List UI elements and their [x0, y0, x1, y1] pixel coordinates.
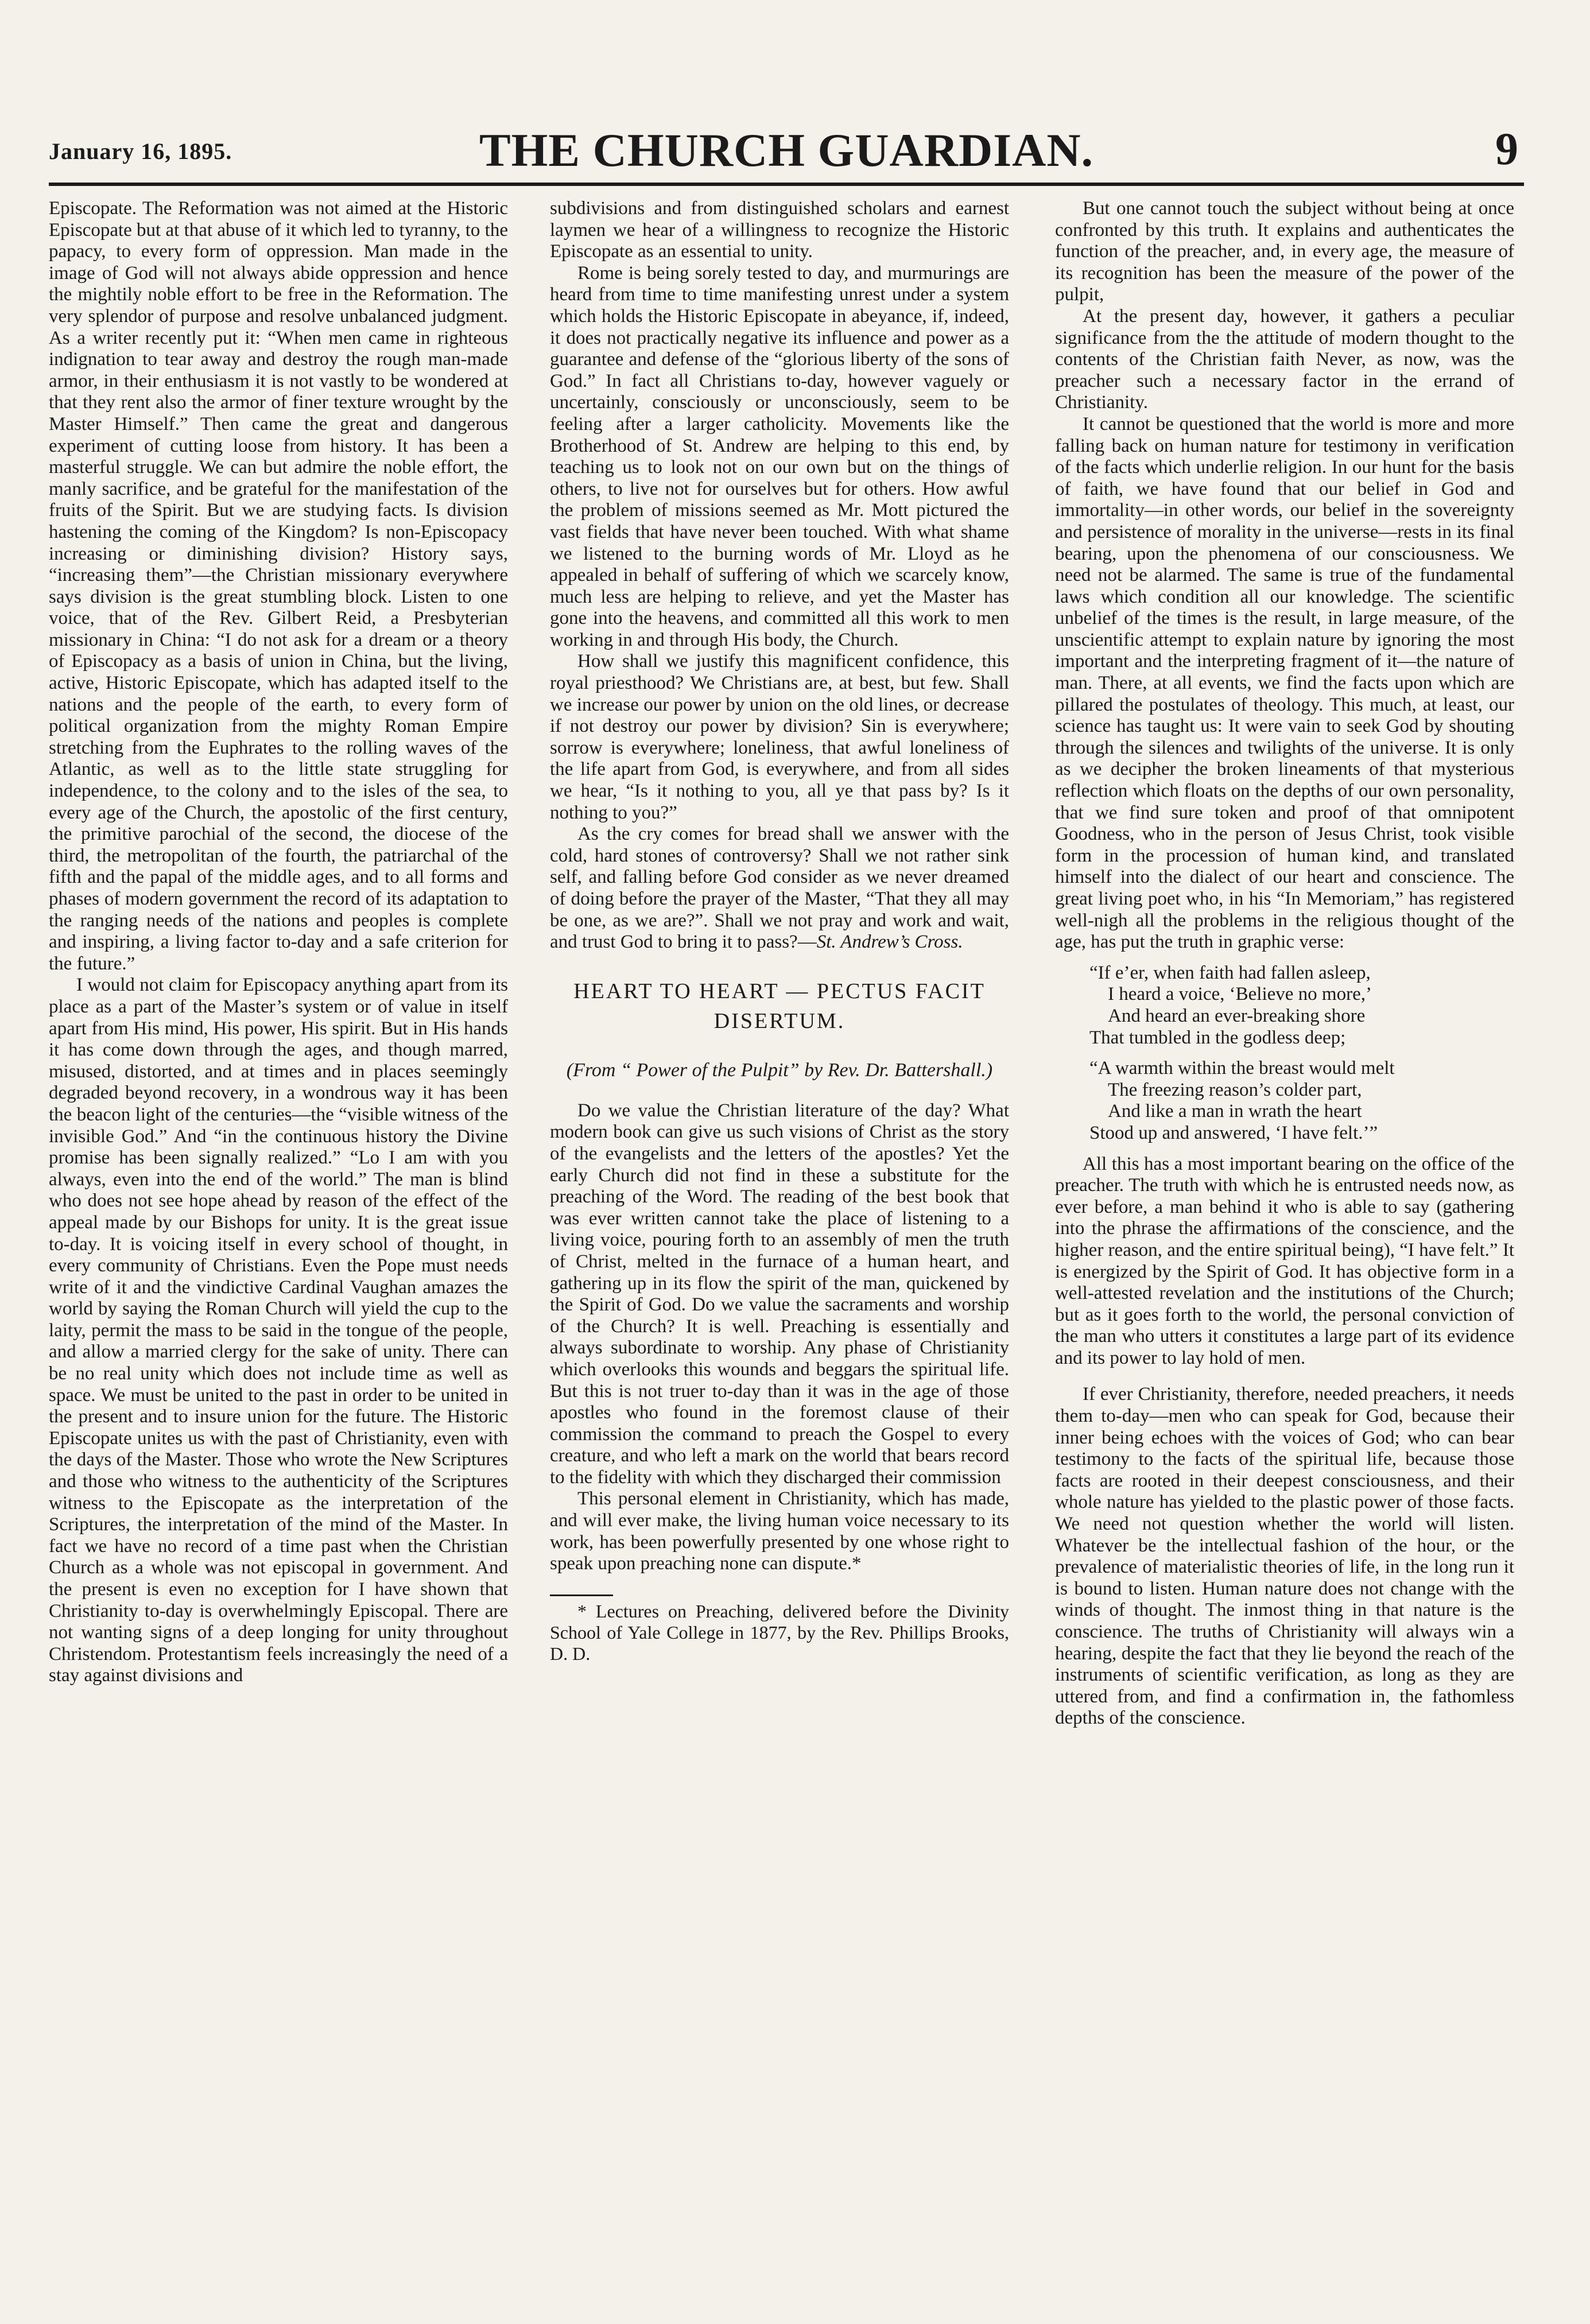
verse-line: The freezing reason’s colder part, [1108, 1079, 1362, 1100]
column-1 [49, 198, 508, 2299]
column-3 [1055, 198, 1514, 2299]
column-2 [550, 198, 1009, 2299]
paragraph: I would not claim for Episcopacy anything apart from its place as a part of the Master’s system or of value in itself apart from His mind, His power, His spirit. But in His hands it has come down through the ages, and though marred, misused, distorted, and at times and in places seemingly degraded beyond recovery, in a wondrous way it has been the beacon light of the centuries—the “visible witness of the invisible God.” And “in the continuous history the Divine promise has been signally realized.” “Lo I am with you always, even into the end of the world.” The man is blind who does not see hope ahead by reason of the effect of the appeal made by our Bishops for unity. It is the great issue to-day. It is voicing itself in every school of thought, in every community of Christians. Even the Pope must needs write of it and the vindictive Cardinal Vaughan amazes the world by saying the Roman Church will yield the cup to the laity, permit the mass to be said in the tongue of the people, and allow a married clergy for the sake of unity. There can be no real unity which does not include time as well as space. We must be united to the past in order to be united in the present and to insure union for the future. The Historic Episcopate unites us with the past of Christianity, even with the days of the Master. Those who wrote the New Scriptures and those who witness to the authenticity of the Scriptures witness to the Episcopate as the interpretation of the Scriptures, the interpretation of the mind of the Master. In fact we have no record of a time past when the Christian Church as a whole was not episcopal in government. And the present is even no exception for I have shown that Christianity to-day is overwhelmingly Episcopal. There are not wanting signs of a deep longing for unity throughout Christendom. Protestantism feels increasingly the need of a stay against divisions and [49, 975, 508, 1686]
paragraph: This personal element in Christianity, which has made, and will ever make, the living human voice necessary to its work, has been powerfully presented by one whose right to speak upon preaching none can dispute.* [550, 1488, 1009, 1574]
verse-line: I heard a voice, ‘Believe no more,’ [1108, 984, 1372, 1005]
verse-stanza-1 [1089, 963, 1514, 1049]
paragraph: Episcopate. The Reformation was not aimed at the Historic Episcopate but at that abuse of it which led to tyranny, to the papacy, to every form of oppression. Man made in the image of God will not always abide oppression and hence the mightily noble effort to be free in the Reformation. The very splendor of purpose and resolve unbalanced judgment. As a writer recently put it: “When men came in righteous indignation to tear away and destroy the rough man-made armor, in their enthusiasm it is not vastly to be wondered at that they rent also the armor of finer texture wrought by the Master Himself.” Then came the great and dangerous experiment of cutting loose from history. It has been a masterful struggle. We can but admire the noble effort, the manly sacrifice, and be grateful for the manifestation of the fruits of the Spirit. But we are studying facts. Is division hastening the coming of the Kingdom? Is non-Episcopacy increasing or diminishing division? History says, “increasing them”—the Christian missionary everywhere says division is the great stumbling block. Listen to one voice, that of the Rev. Gilbert Reid, a Presbyterian missionary in China: “I do not ask for a dream or a theory of Episcopacy as a basis of union in China, but the living, active, Historic Episcopate, which has adapted itself to the nations and the people of the earth, to every form of political organization from the mighty Roman Empire stretching from the Euphrates to the rolling waves of the Atlantic, as well as to the little state struggling for independence, to the colony and to the isles of the sea, to every age of the Church, the apostolic of the first century, the primitive parochial of the second, the diocese of the third, the metropolitan of the fourth, the patriarchal of the fifth and the papal of the middle ages, and to all forms and phases of modern government the record of its adaptation to the ranging needs of the nations and peoples is complete and inspiring, a living factor to-day and a safe criterion for the future.” [49, 198, 508, 974]
footnote-rule [550, 1594, 613, 1596]
paragraph-gap [1055, 1369, 1514, 1384]
paragraph: All this has a most important bearing on the office of the preacher. The truth with which he is entrusted needs now, as ever before, a man behind it who is able to say (gathering into the phrase the affirmations of the conscience, and the higher reason, and the entire spiritual being), “I have felt.” It is energized by the Spirit of God. It has objective form in a well-attested revelation and the institutions of the Church; but as it goes forth to the world, the personal conviction of the man who utters it constitutes a large part of its evidence and its power to lay hold of men. [1055, 1153, 1514, 1368]
paragraph: It cannot be questioned that the world is more and more falling back on human nature for testimony in verification of the facts which underlie religion. In our hunt for the basis of faith, we have found that our belief in God and immortality—in other words, our belief in the sovereignty and persistence of morality in the universe—rests in its final bearing, upon the phenomena of our consciousness. We need not be alarmed. The same is true of the fundamental laws which condition all our knowledge. The scientific unbelief of the times is the result, in large measure, of the unscientific attempt to explain nature by ignoring the most important and the interpreting fragment of it—the nature of man. There, at all events, we find the facts upon which are pillared the postulates of theology. This much, at least, our science has taught us: It were vain to seek God by shouting through the silences and twilights of the universe. It is only as we decipher the broken lineaments of that mysterious reflection which floats on the depths of our own personality, that we find sure token and proof of that omnipotent Goodness, who in the person of Jesus Christ, took visible form in the procession of human kind, and translated himself into the dialect of our heart and conscience. The great living poet who, in his “In Memoriam,” has registered well-nigh all the problems in the religious thought of the age, has put the truth in graphic verse: [1055, 413, 1514, 953]
verse-line: “A warmth within the breast would melt [1089, 1058, 1395, 1079]
paragraph: At the present day, however, it gathers a peculiar significance from the the attitude of modern thought to the contents of the Christian faith Never, as now, was the preacher such a necessary factor in the errand of Christianity. [1055, 305, 1514, 413]
header-rule [49, 183, 1524, 186]
verse-line: “If e’er, when faith had fallen asleep, [1089, 962, 1371, 983]
paragraph: How shall we justify this magnificent confidence, this royal priesthood? We Christians are, at best, but few. Shall we increase our power by union on the old lines, or decrease if not destroy our power by division? Sin is everywhere; sorrow is everywhere; loneliness, that awful loneliness of the life apart from God, is everywhere, and from all sides we hear, “Is it nothing to you, all ye that pass by? Is it nothing to you?” [550, 651, 1009, 823]
verse-line: Stood up and answered, ‘I have felt.’” [1089, 1122, 1378, 1143]
verse-line: That tumbled in the godless deep; [1089, 1027, 1346, 1048]
verse-line: And like a man in wrath the heart [1108, 1101, 1362, 1122]
paragraph [550, 824, 1009, 953]
paragraph: But one cannot touch the subject without being at once confronted by this truth. It explains and authenticates the function of the preacher, and, in every age, the measure of its recognition has been the measure of the power of the pulpit, [1055, 198, 1514, 305]
paragraph: Rome is being sorely tested to day, and murmurings are heard from time to time manifesting unrest under a system which holds the Historic Episcopate in abeyance, if, indeed, it does not practically negative its influence and power as a guarantee and defense of the “glorious liberty of the sons of God.” In fact all Christians to-day, however vaguely or uncertainly, consciously or unconsciously, seem to be feeling after a larger catholicity. Movements like the Brotherhood of St. Andrew are helping to this end, by teaching us to look not on our own but on the things of others, to live not for ourselves but for others. How awful the problem of missions seemed as Mr. Mott pictured the vast fields that have never been touched. With what shame we listened to the burning words of Mr. Lloyd as he appealed in behalf of suffering of which we scarcely know, much less are helping to relieve, and yet the Master has gone into the heavens, and committed all this work to men working in and through His body, the Church. [550, 262, 1009, 650]
source-credit: St. Andrew’s Cross. [816, 932, 963, 953]
paragraph: Do we value the Christian literature of the day? What modern book can give us such visions of Christ as the story of the evangelists and the letters of the apostles? Yet the early Church did not find in these a substitute for the preaching of the Word. The reading of the best book that was ever written cannot take the place of listening to a living voice, pouring forth to an assembly of men the truth of Christ, melted in the furnace of a human heart, and gathering up in its flow the spirit of the man, quickened by the Spirit of God. Do we value the sacraments and worship of the Church? It is well. Preaching is essentially and always subordinate to worship. Any phase of Christianity which overlooks this wounds and beggars the spiritual life. But this is not truer to-day than it was in the age of those apostles who found in the foremost clause of their commission the command to preach the Gospel to every creature, and who left a mark on the world that bears record to the fidelity with which they discharged their commission [550, 1100, 1009, 1488]
issue-date: January 16, 1895. [49, 138, 232, 164]
masthead [49, 123, 1524, 178]
newspaper-title: THE CHURCH GUARDIAN. [479, 124, 1094, 176]
paragraph-text: As the cry comes for bread shall we answer with the cold, hard stones of controversy? Shall we not rather sink self, and falling before God consider as we never dreamed of doing before the prayer of the Master, “That they all may be one, as we are?”. Shall we not pray and work and wait, and trust God to bring it to pass?— [550, 824, 1009, 953]
paragraph: subdivisions and from distinguished scholars and earnest laymen we hear of a willingness to recognize the Historic Episcopate as an essential to unity. [550, 198, 1009, 262]
footnote: * Lectures on Preaching, delivered before the Divinity School of Yale College in 1877, by the Rev. Phillips Brooks, D. D. [550, 1600, 1009, 1664]
paragraph: If ever Christianity, therefore, needed preachers, it needs them to-day—men who can speak for God, because their inner being echoes with the voices of God; who can bear testimony to the facts of the spiritual life, because those facts are rooted in their deepest consciousness, and their whole nature has yielded to the plastic power of those facts. We need not question whether the world will listen. Whatever be the intellectual fashion of the hour, or the prevalence of materialistic theories of life, in the long run it is bound to listen. Human nature does not change with the winds of thought. The inmost thing in that nature is the conscience. The truths of Christianity will always win a hearing, despite the fact that they lie beyond the reach of the instruments of scientific verification, as long as they are uttered from, and find a confirmation in, the fathomless depths of the conscience. [1055, 1384, 1514, 1729]
verse-line: And heard an ever-breaking shore [1108, 1005, 1366, 1026]
article-byline: (From “ Power of the Pulpit” by Rev. Dr. Battershall.) [566, 1059, 993, 1081]
page-number: 9 [1495, 124, 1518, 174]
article-heading: HEART TO HEART — PECTUS FACIT DISERTUM. [573, 979, 986, 1033]
verse-stanza-2 [1089, 1058, 1514, 1144]
